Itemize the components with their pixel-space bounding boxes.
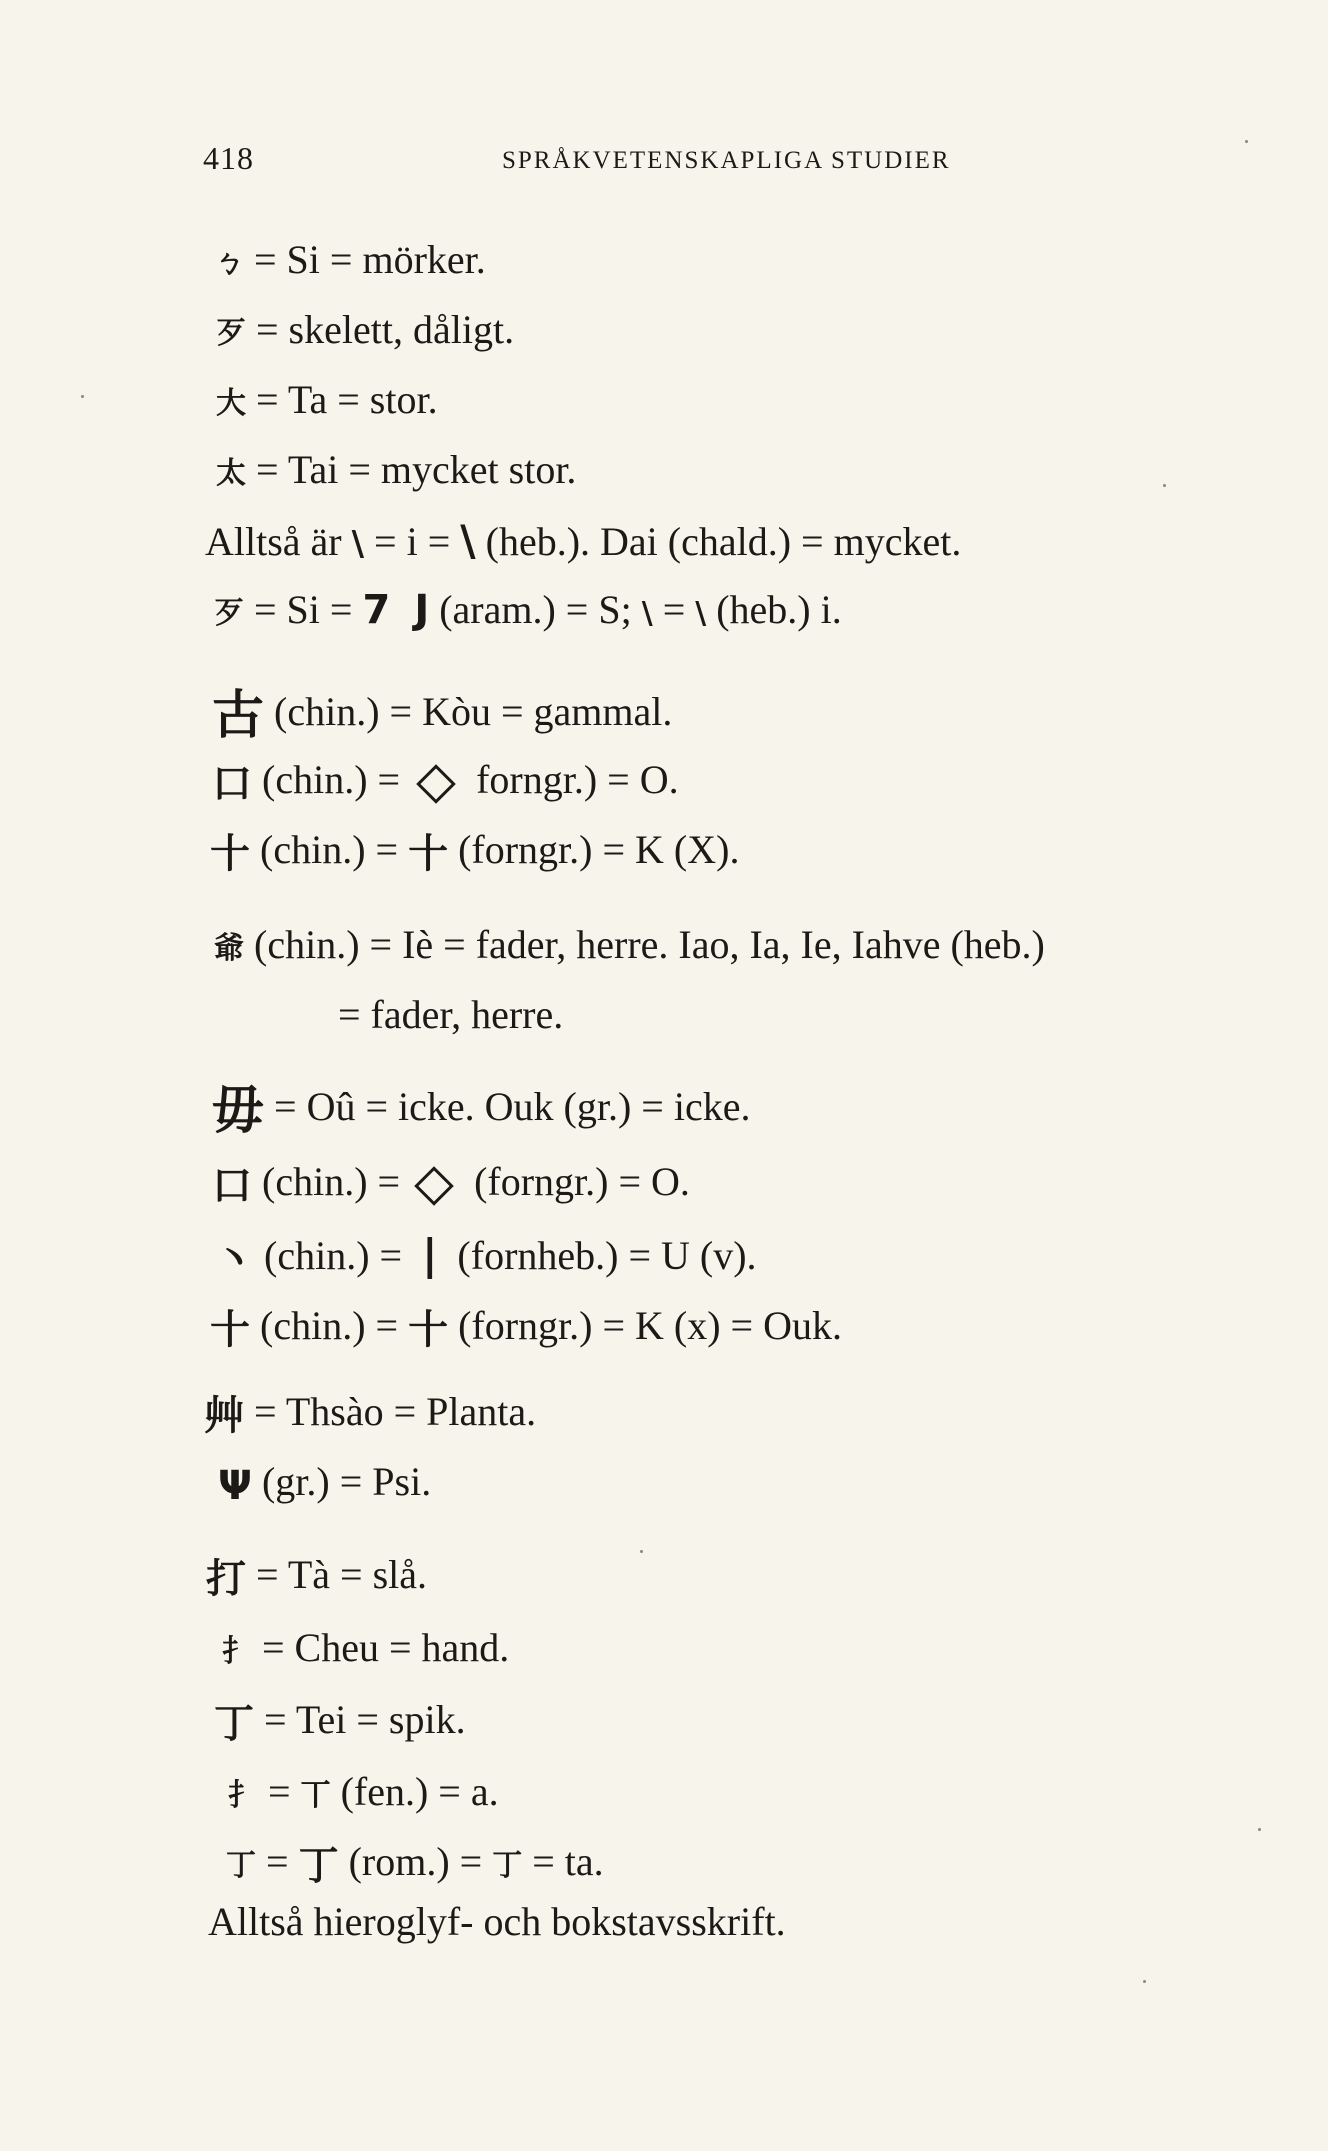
hebrew-letter-icon: \: [641, 596, 653, 631]
chinese-glyph-icon: 扌: [228, 1777, 258, 1813]
entry-text: (chin.) = Iè = fader, herre. Iao, Ia, Ie, Iahve (heb.): [254, 922, 1045, 967]
entry-text: (chin.) =: [260, 827, 399, 872]
chinese-glyph-icon: 口: [212, 1162, 252, 1209]
chinese-glyph-icon: 艸: [204, 1392, 244, 1439]
entry-text: (chin.) =: [262, 1159, 401, 1204]
entry-text: = Oû = icke. Ouk (gr.) = icke.: [274, 1084, 751, 1130]
entry-text: (chin.) =: [260, 1303, 399, 1348]
entry-skelett: [216, 307, 515, 352]
entry-text: = Cheu = hand.: [262, 1625, 510, 1670]
greek-diamond-icon: [414, 1166, 454, 1206]
chinese-glyph-icon: 打: [206, 1555, 246, 1602]
entry-text: (forngr.) = O.: [474, 1159, 690, 1204]
entry-text: =: [268, 1769, 291, 1814]
entry-wu-hook: [214, 1230, 757, 1283]
aramaic-letter-icon: 7: [362, 587, 391, 633]
paper-speck: [1163, 484, 1166, 487]
entry-shi: [210, 827, 740, 877]
entry-shou: [222, 1625, 510, 1670]
entry-text: = Si = mörker.: [254, 237, 486, 282]
entry-text: Alltså hieroglyf- och bokstavsskrift.: [208, 1899, 786, 1944]
entry-tai: [216, 447, 577, 492]
entry-ye-continuation: [338, 992, 564, 1037]
hebrew-letter-icon: \: [695, 596, 707, 631]
entry-wu: [212, 1081, 751, 1141]
entry-psi: [218, 1459, 432, 1509]
chinese-glyph-icon: 丶: [214, 1236, 254, 1283]
chinese-glyph-icon: 太: [216, 455, 246, 491]
entry-wu-square: [212, 1159, 690, 1209]
entry-text: (gr.) = Psi.: [261, 1459, 432, 1504]
roman-letter-icon: 丁: [298, 1842, 339, 1889]
entry-text: (aram.) = S;: [439, 587, 632, 632]
chinese-glyph-icon: 丁: [226, 1847, 256, 1883]
entry-wu-cross: [210, 1303, 843, 1353]
greek-psi-icon: Ψ: [218, 1462, 252, 1509]
entry-text: (fornheb.) = U (v).: [457, 1233, 757, 1278]
chinese-glyph-icon: 十: [210, 1306, 250, 1353]
entry-text: = ta.: [532, 1839, 604, 1884]
chinese-glyph-icon: 歹: [214, 595, 244, 631]
entry-text: = Tà = slå.: [256, 1552, 428, 1597]
hebrew-yod-icon: \: [351, 524, 365, 564]
chinese-glyph-icon: ㄅ: [214, 245, 244, 281]
entry-ta: [216, 377, 438, 422]
running-head: SPRÅKVETENSKAPLIGA STUDIER: [502, 147, 951, 174]
entry-text: =: [662, 587, 686, 632]
greek-cross-icon: 十: [408, 1306, 449, 1353]
chinese-glyph-icon: 歹: [216, 315, 246, 351]
paper-speck: [1143, 1980, 1146, 1983]
entry-alltsa-yod: [205, 516, 962, 565]
entry-text: = Tei = spik.: [264, 1697, 466, 1742]
chinese-glyph-icon: 爺: [214, 930, 244, 966]
entry-text: (forngr.) = K (X).: [458, 827, 740, 872]
entry-text: = fader, herre.: [338, 992, 564, 1037]
entry-text: = Si =: [254, 587, 353, 632]
chinese-glyph-icon: 丁: [214, 1700, 254, 1747]
paper-speck: [640, 1550, 643, 1553]
hebrew-yod-icon: \: [460, 516, 476, 565]
entry-text: Alltså är: [205, 519, 342, 564]
entry-si: [214, 237, 486, 282]
entry-text: = Tai = mycket stor.: [256, 447, 577, 492]
entry-text: = skelett, dåligt.: [256, 307, 515, 352]
chinese-glyph-icon: 古: [212, 686, 265, 746]
entry-text: = Thsào = Planta.: [254, 1389, 537, 1434]
entry-ding-rom: [226, 1839, 604, 1889]
closing-line: [208, 1899, 786, 1944]
entry-text: (chin.) = Kòu = gammal.: [274, 689, 673, 735]
paper-speck: [81, 395, 84, 398]
entry-ding-fen: [228, 1769, 499, 1814]
phoenician-letter-icon: 丅: [300, 1777, 331, 1813]
entry-cao: [204, 1389, 537, 1439]
chinese-glyph-icon: 扌: [222, 1633, 252, 1669]
entry-ye: [214, 922, 1045, 967]
entry-text: =: [266, 1839, 289, 1884]
entry-kou: [212, 686, 673, 746]
entry-da: [206, 1552, 428, 1602]
hebrew-bar-icon: |: [422, 1230, 438, 1279]
entry-text: (fen.) = a.: [340, 1769, 499, 1814]
entry-text: (rom.) =: [348, 1839, 483, 1884]
paper-speck: [1245, 140, 1248, 143]
greek-cross-icon: 十: [408, 830, 449, 877]
chinese-glyph-icon: 口: [212, 760, 252, 807]
entry-text: (forngr.) = K (x) = Ouk.: [458, 1303, 843, 1348]
chinese-glyph-icon: 毋: [212, 1081, 265, 1141]
entry-ding: [214, 1697, 466, 1747]
chinese-glyph-icon: 十: [210, 830, 250, 877]
entry-si-aram: [214, 587, 842, 633]
greek-diamond-icon: [416, 764, 456, 804]
entry-text: (chin.) =: [262, 757, 401, 802]
entry-text: (heb.). Dai (chald.) = mycket.: [485, 519, 962, 564]
entry-kou-forngr: [212, 757, 679, 807]
chinese-glyph-icon: 大: [216, 385, 246, 421]
page-number: 418: [203, 140, 254, 176]
entry-text: = Ta = stor.: [256, 377, 438, 422]
entry-text: = i =: [374, 519, 451, 564]
paper-speck: [1258, 1828, 1261, 1831]
letter-icon: 丁: [492, 1847, 523, 1883]
entry-text: (heb.) i.: [716, 587, 842, 632]
aramaic-letter-icon: J: [414, 587, 430, 633]
entry-text: (chin.) =: [264, 1233, 403, 1278]
entry-text: forngr.) = O.: [476, 757, 679, 802]
